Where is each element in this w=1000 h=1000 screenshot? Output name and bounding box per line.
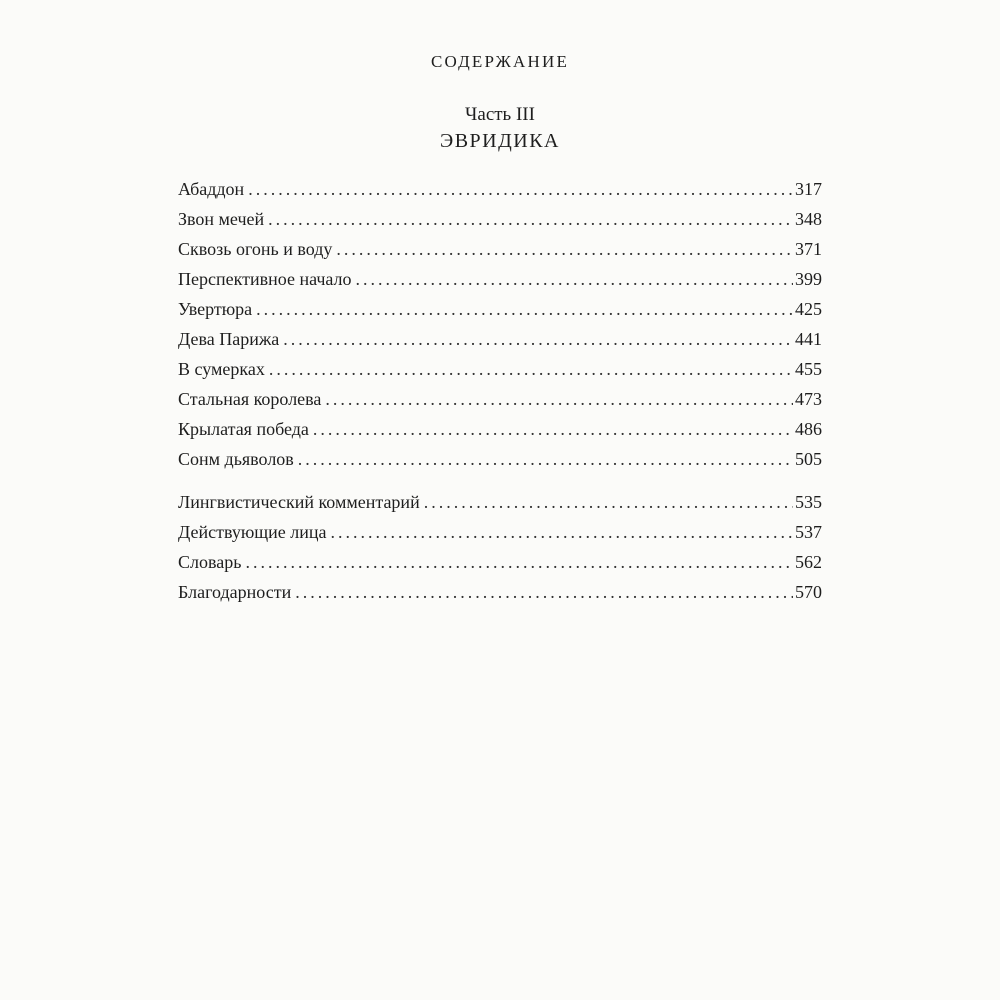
toc-entry-title: Словарь [178,552,242,572]
toc-entry-title: Увертюра [178,299,253,319]
toc-entry[interactable] [178,577,822,607]
toc-entry[interactable] [178,547,822,577]
dot-leader [298,444,793,474]
toc-entry[interactable] [178,264,822,294]
toc-entry[interactable] [178,444,822,474]
dot-leader [248,174,793,204]
toc-entry-page: 570 [795,582,822,602]
toc-entry[interactable] [178,324,822,354]
dot-leader [283,324,793,354]
toc-entry[interactable] [178,204,822,234]
toc-entry-page: 505 [795,449,822,469]
toc-entry-title: Перспективное начало [178,269,352,289]
toc-entry-title: Лингвистический комментарий [178,492,420,512]
toc-entry-page: 535 [795,492,822,512]
part-title: ЭВРИДИКА [440,130,560,152]
toc-entry-title: Звон мечей [178,209,265,229]
dot-leader [336,234,793,264]
toc-entry-title: Дева Парижа [178,329,280,349]
toc-entry-page: 348 [795,209,822,229]
toc-entry-title: Сонм дьяволов [178,449,294,469]
toc-entry[interactable] [178,234,822,264]
toc-entry-title: Абаддон [178,179,245,199]
dot-leader [245,547,793,577]
toc-entry-title: Крылатая победа [178,419,309,439]
toc-entry-page: 371 [795,239,822,259]
page-heading: СОДЕРЖАНИЕ [430,52,570,71]
toc-entry[interactable] [178,487,822,517]
toc-entry-page: 562 [795,552,822,572]
toc-entry[interactable] [178,517,822,547]
dot-leader [295,577,793,607]
dot-leader [268,204,793,234]
toc-entry-page: 317 [795,179,822,199]
toc-entry-title: В сумерках [178,359,265,379]
toc-entry-title: Стальная королева [178,389,322,409]
toc-entry[interactable] [178,384,822,414]
toc-main-list [178,174,822,474]
toc-entry-page: 441 [795,329,822,349]
toc-entry[interactable] [178,294,822,324]
toc-entry-page: 486 [795,419,822,439]
dot-leader [256,294,793,324]
toc-entry[interactable] [178,414,822,444]
toc-entry-title: Действующие лица [178,522,327,542]
toc-entry-page: 425 [795,299,822,319]
dot-leader [269,354,793,384]
toc-entry[interactable] [178,354,822,384]
toc-entry-page: 399 [795,269,822,289]
toc-entry[interactable] [178,174,822,204]
toc-entry-page: 537 [795,522,822,542]
part-label: Часть III [465,104,535,125]
toc-entry-page: 455 [795,359,822,379]
dot-leader [313,414,793,444]
toc-entry-title: Сквозь огонь и воду [178,239,333,259]
dot-leader [325,384,793,414]
toc-entry-title: Благодарности [178,582,292,602]
toc-entry-page: 473 [795,389,822,409]
dot-leader [424,487,793,517]
toc-backmatter-list [178,487,822,607]
dot-leader [331,517,793,547]
dot-leader [356,264,793,294]
